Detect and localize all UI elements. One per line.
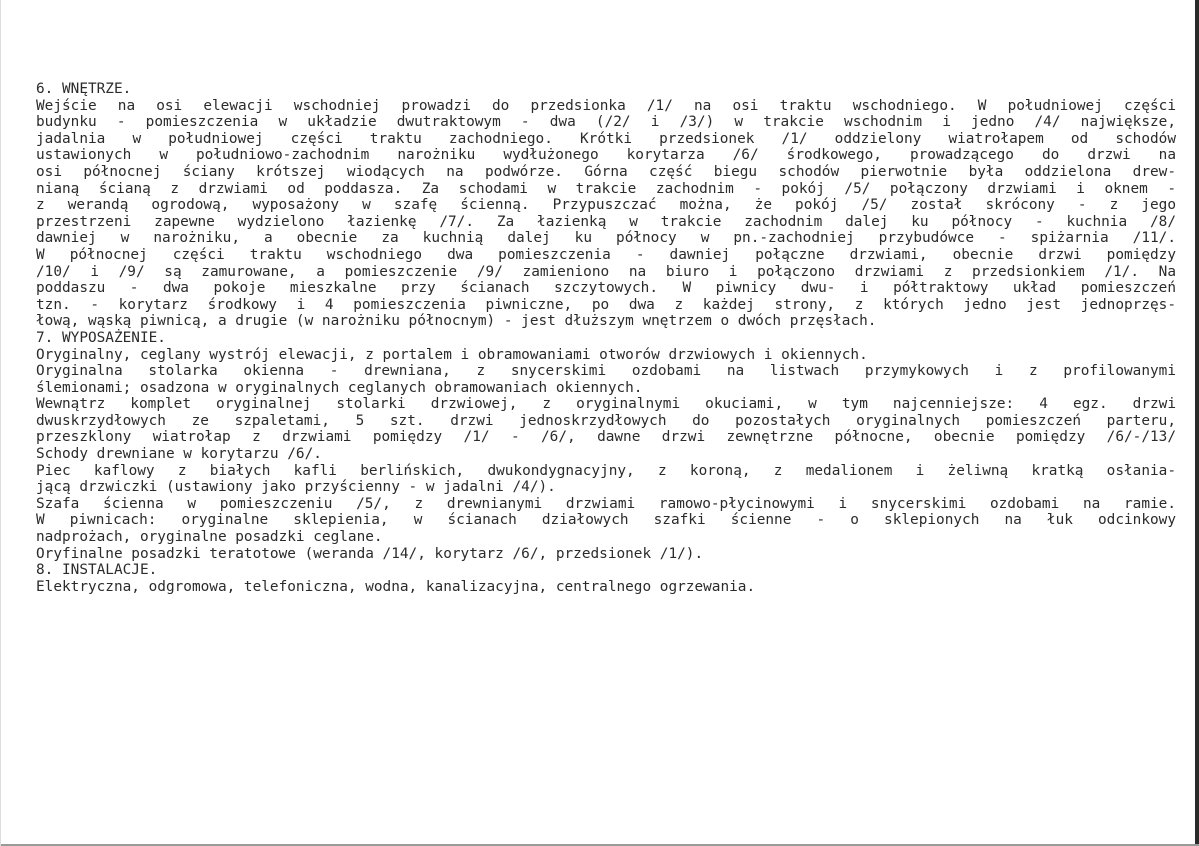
- text-line: osi północnej ściany krótszej wiodących na podwórze. Górna część biegu schodów pierwotnie była oddzielona drew-: [36, 163, 1176, 180]
- text-line: jącą drzwiczki (ustawiony jako przyścienny - w jadalni /4/).: [36, 479, 556, 496]
- text-line: /10/ i /9/ są zamurowane, a pomieszczenie /9/ zamieniono na biuro i połączono drzwiami z przedsionkiem /1/. Na: [36, 263, 1176, 280]
- document-body: [36, 81, 1176, 595]
- text-line: z werandą ogrodową, wyposażony w szafę ścienną. Przypuszczać można, że pokój /5/ został skrócony - z jego: [36, 197, 1176, 214]
- text-line: dwuskrzydłowych ze szpaletami, 5 szt. drzwi jednoskrzydłowych do pozostałych oryginalnych pomieszczeń parteru,: [36, 412, 1176, 429]
- text-line: ślemionami; osadzona w oryginalnych ceglanych obramowaniach okiennych.: [36, 379, 643, 396]
- text-line: przestrzeni zapewne wydzielono łazienkę /7/. Za łazienką w trakcie zachodnim dalej ku północy - kuchnia /8/: [36, 213, 1176, 230]
- text-line: dawniej w narożniku, a obecnie za kuchnią dalej ku północy w pn.-zachodniej przybudówce - spiżarnia /11/.: [36, 230, 1176, 247]
- text-line: łową, wąską piwnicą, a drugie (w narożniku północnym) - jest dłuższym wnętrzem o dwóch przęsłach.: [36, 313, 877, 330]
- text-line: nadprożach, oryginalne posadzki ceglane.: [36, 529, 383, 546]
- text-line: Oryginalny, ceglany wystrój elewacji, z portalem i obramowaniami otworów drzwiowych i okiennych.: [36, 346, 868, 363]
- text-line: Oryginalna stolarka okienna - drewniana, z snycerskimi ozdobami na listwach przymykowych i z profilowanymi: [36, 363, 1176, 380]
- text-line: Elektryczna, odgromowa, telefoniczna, wodna, kanalizacyjna, centralnego ogrzewania.: [36, 578, 756, 595]
- section-heading-installations: 8. INSTALACJE.: [36, 562, 158, 579]
- text-line: jadalnia w południowej części traktu zachodniego. Krótki przedsionek /1/ oddzielony wiatrołapem od schodów: [36, 130, 1176, 147]
- section-heading-interior: 6. WNĘTRZE.: [36, 81, 132, 97]
- text-line: W północnej części traktu wschodniego dwa pomieszczenia - dawniej połączne drzwiami, obecnie drzwi pomiędzy: [36, 246, 1176, 263]
- text-line: Wewnątrz komplet oryginalnej stolarki drzwiowej, z oryginalnymi okuciami, w tym najcenniejsze: 4 egz. drzwi: [36, 396, 1176, 413]
- text-line: poddaszu - dwa pokoje mieszkalne przy ścianach szczytowych. W piwnicy dwu- i półtraktowy układ pomieszczeń: [36, 280, 1176, 297]
- text-line: Szafa ścienna w pomieszczeniu /5/, z drewnianymi drzwiami ramowo-płycinowymi i snycerskimi ozdobami na ramie.: [36, 495, 1176, 512]
- section-heading-equipment: 7. WYPOSAŻENIE.: [36, 329, 166, 346]
- text-line: nianą ścianą z drzwiami od poddasza. Za schodami w trakcie zachodnim - pokój /5/ połączony drzwiami i oknem -: [36, 180, 1176, 197]
- text-line: W piwnicach: oryginalne sklepienia, w ścianach działowych szafki ścienne - o sklepionych na łuk odcinkowy: [36, 512, 1176, 529]
- text-line: ustawionych w południowo-zachodnim narożniku wydłużonego korytarza /6/ środkowego, prowadzącego do drzwi na: [36, 147, 1176, 164]
- text-line: budynku - pomieszczenia w układzie dwutraktowym - dwa (/2/ i /3/) w trakcie wschodnim i jedno /4/ największe,: [36, 114, 1176, 131]
- text-line: Oryfinalne posadzki teratotowe (weranda /14/, korytarz /6/, przedsionek /1/).: [36, 545, 704, 562]
- scan-edge-shadow: [1195, 0, 1199, 846]
- text-line: Wejście na osi elewacji wschodniej prowadzi do przedsionka /1/ na osi traktu wschodniego. W południowej części: [36, 97, 1176, 114]
- text-line: Schody drewniane w korytarzu /6/.: [36, 446, 322, 463]
- text-line: przeszklony wiatrołap z drzwiami pomiędzy /1/ - /6/, dawne drzwi zewnętrzne północne, obecnie pomiędzy /6/-/13/: [36, 429, 1176, 446]
- text-line: tzn. - korytarz środkowy i 4 pomieszczenia piwniczne, po dwa z każdej strony, z których jedno jest jednoprzęs-: [36, 296, 1176, 313]
- text-line: Piec kaflowy z białych kafli berlińskich, dwukondygnacyjny, z koroną, z medalionem i żeliwną kratką osłania-: [36, 462, 1176, 479]
